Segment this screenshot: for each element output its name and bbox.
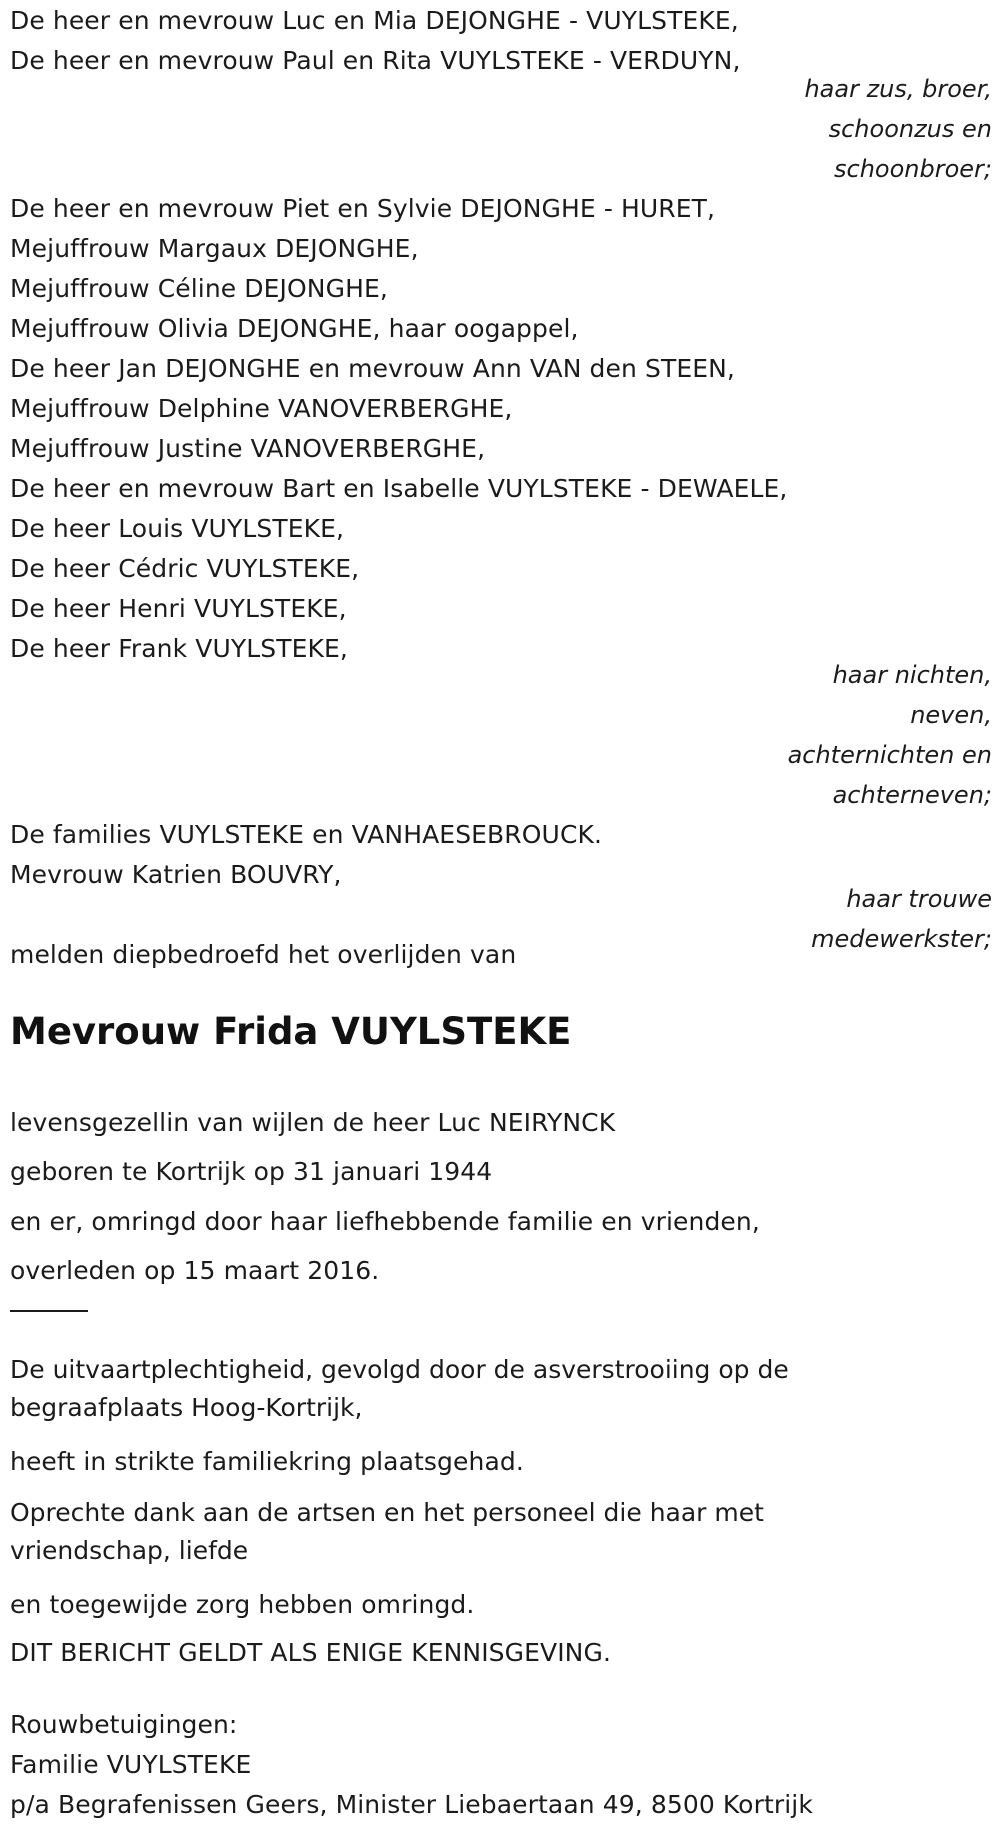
relationship-note: neven, <box>910 701 992 729</box>
condolences-family: Familie VUYLSTEKE <box>10 1750 252 1779</box>
relationship-note: haar nichten, <box>832 661 992 689</box>
family-line: De heer Louis VUYLSTEKE, <box>10 514 345 543</box>
condolences-address: p/a Begrafenissen Geers, Minister Liebaertaan 49, 8500 Kortrijk <box>10 1790 813 1819</box>
detail-line: geboren te Kortrijk op 31 januari 1944 <box>10 1157 493 1186</box>
family-line: Mejuffrouw Céline DEJONGHE, <box>10 274 388 303</box>
ceremony-line: heeft in strikte familiekring plaatsgehad. <box>10 1447 524 1476</box>
family-line: Mejuffrouw Olivia DEJONGHE, haar oogappel, <box>10 314 579 343</box>
ceremony-line: en toegewijde zorg hebben omringd. <box>10 1590 475 1619</box>
family-line: Mejuffrouw Delphine VANOVERBERGHE, <box>10 394 513 423</box>
relationship-note: achternichten en <box>787 741 992 769</box>
relationship-note: schoonbroer; <box>834 155 992 183</box>
family-line: De heer Henri VUYLSTEKE, <box>10 594 347 623</box>
detail-line: en er, omringd door haar liefhebbende familie en vrienden, <box>10 1207 760 1236</box>
family-line: De families VUYLSTEKE en VANHAESEBROUCK. <box>10 820 603 849</box>
condolences-label: Rouwbetuigingen: <box>10 1710 238 1739</box>
family-line: De heer Frank VUYLSTEKE, <box>10 634 348 663</box>
family-line: De heer en mevrouw Paul en Rita VUYLSTEKE - VERDUYN, <box>10 46 741 75</box>
relationship-note: medewerkster; <box>811 925 992 953</box>
ceremony-text: Oprechte dank aan de artsen en het personeel die haar met vriendschap, liefde <box>10 1498 764 1565</box>
family-line: Mevrouw Katrien BOUVRY, <box>10 860 342 889</box>
relationship-note: haar zus, broer, <box>804 75 992 103</box>
announcement-line: melden diepbedroefd het overlijden van <box>10 940 517 969</box>
separator-line <box>10 1310 88 1312</box>
ceremony-line: DIT BERICHT GELDT ALS ENIGE KENNISGEVING. <box>10 1638 611 1667</box>
detail-line: overleden op 15 maart 2016. <box>10 1256 380 1285</box>
family-line: De heer en mevrouw Luc en Mia DEJONGHE - VUYLSTEKE, <box>10 6 739 35</box>
detail-line: levensgezellin van wijlen de heer Luc NEIRYNCK <box>10 1108 616 1137</box>
family-line: De heer Cédric VUYLSTEKE, <box>10 554 360 583</box>
family-line: De heer Jan DEJONGHE en mevrouw Ann VAN den STEEN, <box>10 354 735 383</box>
family-line: De heer en mevrouw Bart en Isabelle VUYLSTEKE - DEWAELE, <box>10 474 788 503</box>
deceased-name: Mevrouw Frida VUYLSTEKE <box>10 1010 572 1053</box>
family-line: Mejuffrouw Justine VANOVERBERGHE, <box>10 434 486 463</box>
relationship-note: schoonzus en <box>828 115 992 143</box>
relationship-note: haar trouwe <box>846 885 992 913</box>
relationship-note: achterneven; <box>832 781 992 809</box>
family-line: Mejuffrouw Margaux DEJONGHE, <box>10 234 419 263</box>
ceremony-text: De uitvaartplechtigheid, gevolgd door de asverstrooiing op de begraafplaats Hoog-Kortrijk, <box>10 1355 789 1422</box>
family-line: De heer en mevrouw Piet en Sylvie DEJONGHE - HURET, <box>10 194 716 223</box>
